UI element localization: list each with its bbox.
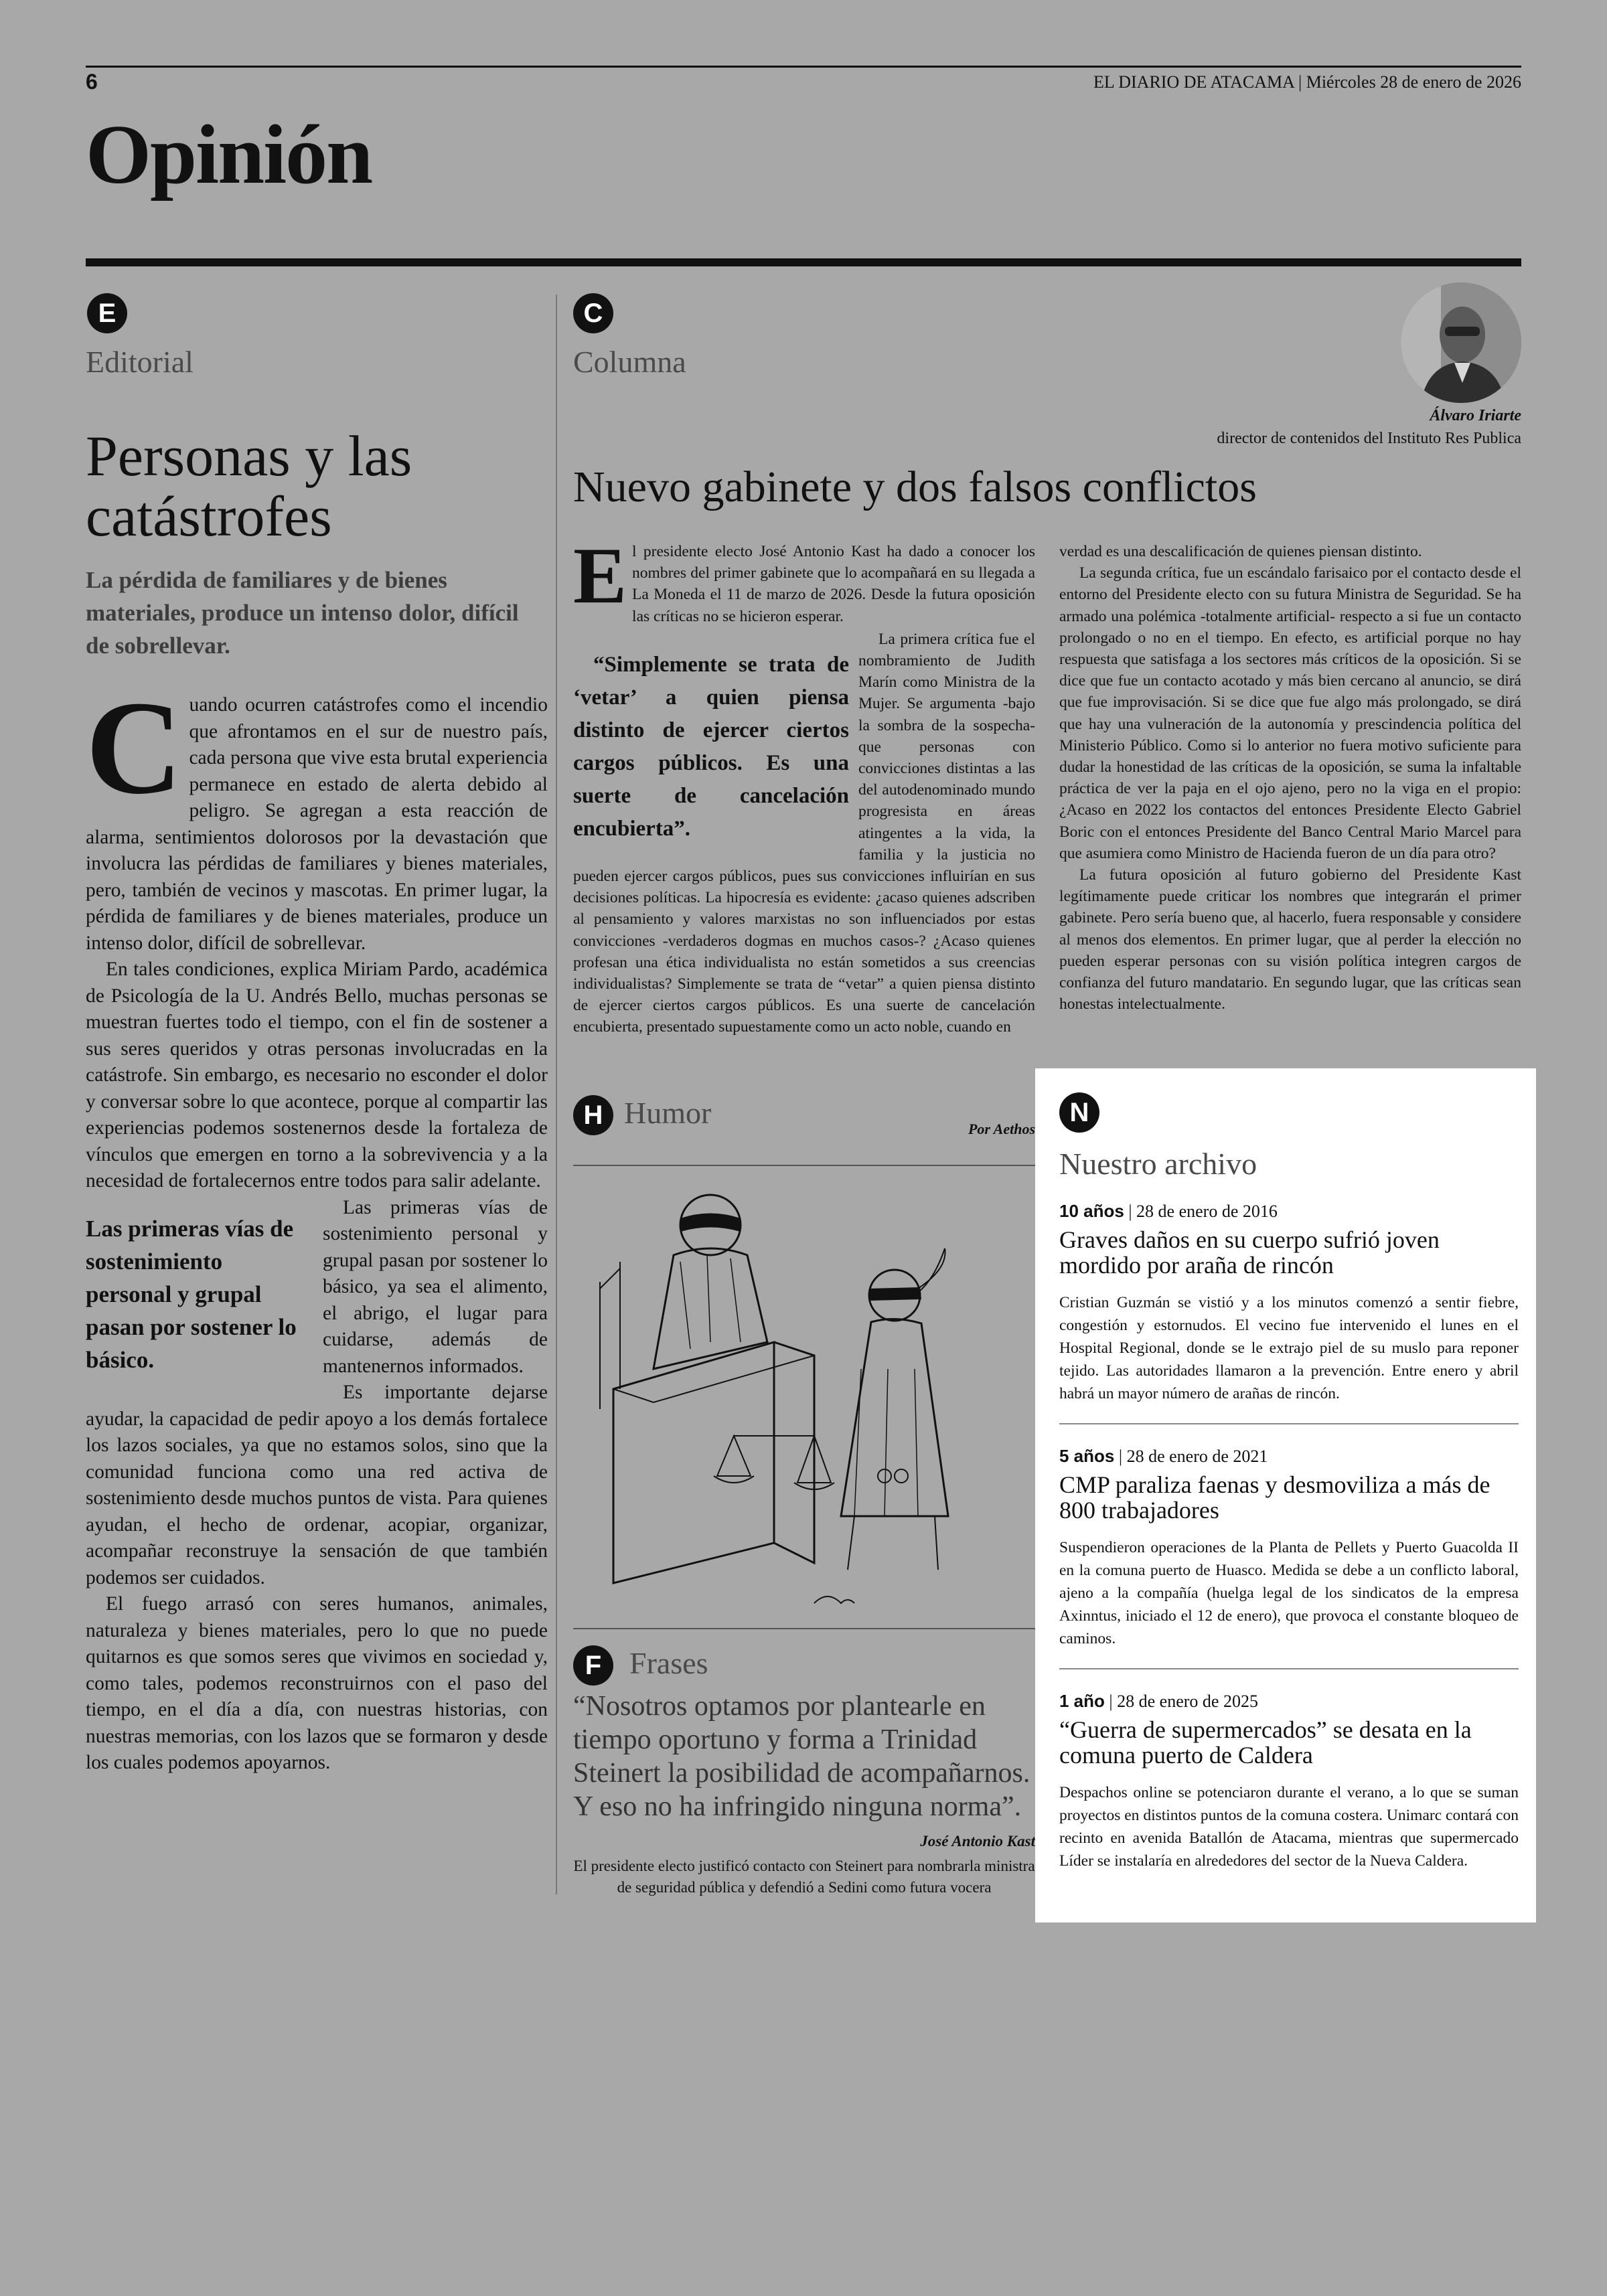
- archive-item: 10 años | 28 de enero de 2016 Graves daños en su cuerpo sufrió joven mordido por araña de rincón Cristian Guzmán se vistió y a los minutos comenzó a sentir fiebre, congestión y estornudos. El vecino fue intervenido el lunes en el Hospital Regional, donde se le extrajo piel de su muslo para reponer tejido. Las autoridades llamaron a la prevención. Entre enero y abril habrá un mayor número de arañas de rincón.: [1059, 1201, 1519, 1405]
- archive-item-title: CMP paraliza faenas y desmoviliza a más de 800 trabajadores: [1059, 1471, 1490, 1524]
- editorial-title: Personas y las catástrofes: [86, 424, 412, 548]
- editorial-drop-cap: C: [86, 674, 183, 822]
- column-pullquote: “Simplemente se trata de ‘vetar’ a quien piensa distinto de ejercer ciertos cargos públicos. Es una suerte de cancelación encubierta”.: [573, 652, 849, 841]
- archive-item-date: 28 de enero de 2021: [1126, 1447, 1268, 1466]
- column-paragraph-3: verdad es una descalificación de quienes piensan distinto.: [1059, 543, 1422, 560]
- editorial-paragraph-5: El fuego arrasó con seres humanos, animales, naturaleza y bienes materiales, pero lo que no puede quitarnos es que somos seres que vivimos en sociedad y, como tales, podemos reconstruirnos con el paso del tiempo, en el día a día, con nuestras historias, con nuestras memorias, con los lazos que se formaron y desde los cuales podemos apoyarnos.: [86, 1593, 548, 1773]
- editorial-subtitle: La pérdida de familiares y de bienes materiales, produce un intenso dolor, difícil de sobrellevar.: [86, 567, 519, 659]
- author-name: Álvaro Iriarte: [1430, 407, 1521, 424]
- humor-credit: Por Aethos: [968, 1121, 1035, 1137]
- archive-badge: N: [1059, 1092, 1099, 1133]
- column-paragraph-1: l presidente electo José Antonio Kast ha dado a conocer los nombres del primer gabinete que lo acompañará en su llegada a La Moneda el 11 de marzo de 2026. Desde la futura oposición las críticas no se hicieron esperar.: [632, 543, 1035, 625]
- column-pullquote-box: [573, 649, 849, 849]
- author-photo: [1401, 282, 1521, 403]
- column-paragraph-5: La futura oposición al futuro gobierno del Presidente Kast legítimamente puede criticar los nombres que integrarán el primer gabinete. Pero sería bueno que, al hacerlo, fuera responsable y considere al menos dos elementos. En primer lugar, que al perder la elección no pueden esperar personas con su visión política integren cargos de confianza del futuro mandatario. En segundo lugar, que las críticas sean honestas intelectualmente.: [1059, 866, 1521, 1013]
- section-thick-rule: [86, 258, 1521, 266]
- author-role: director de contenidos del Instituto Res Publica: [1217, 430, 1521, 447]
- archive-item-title: Graves daños en su cuerpo sufrió joven mordido por araña de rincón: [1059, 1226, 1440, 1279]
- column-badge: C: [573, 293, 613, 333]
- archive-item-body: Despachos online se potenciaron durante el verano, a lo que se suman proyectos en distintos puntos de la comuna costera. Unimarc contará con recinto en avenida Batallón de Atacama, mientras que supermercado Líder se instalaría en alrededores del sector de la Nueva Caldera.: [1059, 1784, 1519, 1870]
- archive-item-years: 1 año: [1059, 1691, 1105, 1711]
- section-title: Opinión: [86, 108, 372, 201]
- editorial-paragraph-1: uando ocurren catástrofes como el incendio que afrontamos en el sur de nuestro país, cada persona que vive esta brutal experiencia permanece en estado de alerta debido al peligro. Se agregan a esta reacción de alarma, sentimientos dolorosos por la devastación que involucra las pérdidas de familiares y bienes materiales, pero, también de vecinos y mascotas. En primer lugar, la pérdida de familiares y de bienes materiales, produce un intenso dolor, difícil de sobrellevar.: [86, 694, 548, 954]
- humor-cartoon: [573, 1168, 1035, 1623]
- humor-top-rule: [573, 1165, 1035, 1166]
- editorial-badge: E: [87, 293, 127, 333]
- archive-item-title: “Guerra de supermercados” se desata en la comuna puerto de Caldera: [1059, 1716, 1472, 1769]
- masthead-line: EL DIARIO DE ATACAMA | Miércoles 28 de enero de 2026: [1093, 72, 1521, 92]
- frases-author: José Antonio Kast: [920, 1833, 1035, 1850]
- archive-divider: [1059, 1423, 1519, 1424]
- divider-editorial-column: [556, 295, 557, 1894]
- humor-label: Humor: [624, 1096, 712, 1130]
- archive-divider: [1059, 1668, 1519, 1669]
- archive-label: Nuestro archivo: [1059, 1147, 1257, 1181]
- editorial-paragraph-4: Es importante dejarse ayudar, la capacidad de pedir apoyo a los demás fortalece los lazos sociales, ya que no estamos solos, sino que la comunidad funciona como una red activa de sostenimiento desde muchos puntos de vista. Para quienes ayudan, el hecho de ordenar, acopiar, organizar, acompañar reconstruye la sensación de que también podemos ser cuidados.: [86, 1382, 548, 1588]
- column-body-left: [573, 531, 1035, 1038]
- column-title: Nuevo gabinete y dos falsos conflictos: [573, 463, 1257, 511]
- archive-item-body: Cristian Guzmán se vistió y a los minutos comenzó a sentir fiebre, congestión y estornudos. El vecino fue intervenido el lunes en el Hospital Regional, donde se le extrajo piel de su muslo para reponer tejido. Las autoridades llamaron a la prevención. Entre enero y abril habrá un mayor número de arañas de rincón.: [1059, 1294, 1519, 1402]
- archive-item: 5 años | 28 de enero de 2021 CMP paraliza faenas y desmoviliza a más de 800 trabajadores Suspendieron operaciones de la Planta de Pellets y Puerto Guacolda II en la comuna puerto de Huasco. Medida se debe a un conflicto laboral, ajeno a la compañía (huelga legal de los sindicatos de la empresa Axinntus, iniciado el 12 de enero), que provoca el constante bloqueo de caminos.: [1059, 1446, 1519, 1650]
- column-label: Columna: [573, 345, 686, 379]
- frases-context: El presidente electo justificó contacto con Steinert para nombrarla ministra de seguridad pública y defendió a Sedini como futura vocera: [573, 1858, 1035, 1896]
- frases-badge: F: [573, 1645, 613, 1686]
- column-paragraph-2: La primera crítica fue el nombramiento de Judith Marín como Ministra de la Mujer. Se argumenta -bajo la sombra de la sospecha- que personas con convicciones distintas a las del autodenominado mundo progresista en áreas atingentes a la vida, la familia y la justicia no pueden ejercer cargos públicos, pues sus convicciones influirían en sus decisiones políticas. La hipocresía es evidente: ¿acaso quienes adscriben al pensamiento y valores marxistas no son influenciados por estas convicciones -verdaderos dogmas en muchos casos-? ¿Acaso quienes profesan una ética individualista no están sometidos a sus creencias individualistas? Simplemente se trata de “vetar” a quien piensa distinto de ejercer ciertos cargos públicos. Es una suerte de cancelación encubierta, presentado supuestamente como un acto noble, cuando en: [573, 630, 1035, 1036]
- humor-bottom-rule: [573, 1628, 1035, 1629]
- editorial-paragraph-3: Las primeras vías de sostenimiento personal y grupal pasan por sostener lo básico, ya sea el alimento, el abrigo, el lugar para cuidarse, además de mantenernos informados.: [323, 1196, 548, 1377]
- archive-item-body: Suspendieron operaciones de la Planta de Pellets y Puerto Guacolda II en la comuna puerto de Huasco. Medida se debe a un conflicto laboral, ajeno a la compañía (huelga legal de los sindicatos de la empresa Axinntus, iniciado el 12 de enero), que provoca el constante bloqueo de caminos.: [1059, 1539, 1519, 1647]
- editorial-body: [86, 674, 548, 1777]
- newspaper-name: EL DIARIO DE ATACAMA: [1093, 72, 1294, 92]
- archive-item: 1 año | 28 de enero de 2025 “Guerra de supermercados” se desata en la comuna puerto de Caldera Despachos online se potenciaron durante el verano, a lo que se suman proyectos en distintos puntos de la comuna costera. Unimarc contará con recinto en avenida Batallón de Atacama, mientras que supermercado Líder se instalaría en alrededores del sector de la Nueva Caldera.: [1059, 1691, 1519, 1872]
- frases-label: Frases: [629, 1646, 708, 1680]
- header-top-rule: [86, 66, 1521, 68]
- column-drop-cap: E: [573, 531, 627, 620]
- humor-badge: H: [573, 1095, 613, 1135]
- archive-panel: [1035, 1068, 1536, 1922]
- editorial-paragraph-2: En tales condiciones, explica Miriam Pardo, académica de Psicología de la U. Andrés Bello, muchas personas se muestran fuertes todo el tiempo, con el fin de sostener a sus seres queridos y otras personas involucradas en la catástrofe. Sin embargo, es necesario no esconder el dolor y conversar sobre lo que acontece, porque al compartir las experiencias podemos sostenernos desde la fortaleza de vínculos que emergen en torno a la sobrevivencia y a la necesidad de fortalecernos entre todos para salir adelante.: [86, 959, 548, 1192]
- archive-item-years: 10 años: [1059, 1201, 1124, 1221]
- frases-quote: “Nosotros optamos por plantearle en tiempo oportuno y forma a Trinidad Steinert la posibilidad de acompañarnos. Y eso no ha infringido ninguna norma”.: [573, 1691, 1030, 1822]
- archive-item-date: 28 de enero de 2025: [1117, 1692, 1258, 1711]
- archive-item-date: 28 de enero de 2016: [1136, 1202, 1278, 1221]
- author-portrait-icon: [1401, 282, 1521, 403]
- issue-date: Miércoles 28 de enero de 2026: [1306, 72, 1521, 92]
- editorial-pullquote: Las primeras vías de sostenimiento personal y grupal pasan por sostener lo básico.: [86, 1215, 297, 1373]
- editorial-label: Editorial: [86, 345, 194, 379]
- column-paragraph-4: La segunda crítica, fue un escándalo farisaico por el contacto desde el entorno del Presidente electo con su futura Ministra de Seguridad. Se ha armado una polémica -totalmente artificial- respecto a si fue un contacto prolongado o no en el tiempo. En efecto, es artificial porque no hay respuesta que satisfaga a los sectores más críticos de la oposición. Si se dice que fue un contacto acotado y más bien cercano al anuncio, se dirá que fue improvisación. Si se dice que fue algo más prolongado, se dirá que hay una vulneración de la autonomía y prescindencia política del Ministerio Público. Como si lo anterior no fuera motivo suficiente para dudar la honestidad de las críticas de la oposición, se suma la infaltable práctica de ver la paja en el ojo ajeno, pero no la viga en el propio: ¿Acaso en 2022 los contactos del entonces Presidente Electo Gabriel Boric con el entonces Presidente del Banco Central Mario Marcel para que asumiera como Ministro de Hacienda fueron de un día para otro?: [1059, 564, 1521, 862]
- cartoon-justice-illustration: [573, 1168, 1035, 1623]
- editorial-pullquote-box: [86, 1212, 307, 1376]
- column-body-right: [1059, 541, 1521, 1015]
- page-number: 6: [86, 70, 98, 94]
- archive-item-years: 5 años: [1059, 1446, 1115, 1466]
